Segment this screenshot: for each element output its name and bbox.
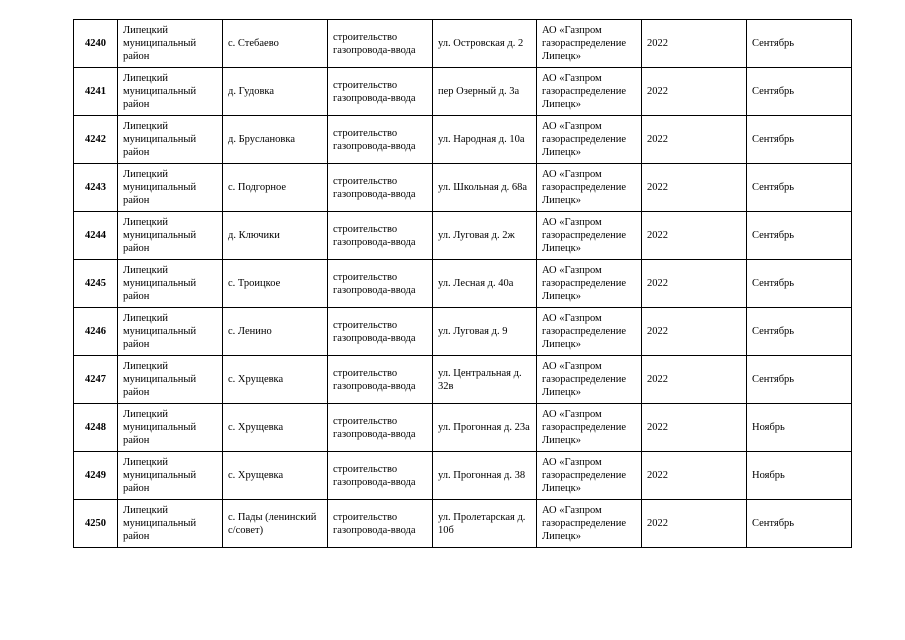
district-cell: Липецкий муниципальный район	[118, 20, 223, 68]
month-cell: Сентябрь	[747, 116, 852, 164]
work-type-cell: строительство газопровода-ввода	[328, 500, 433, 548]
work-type-cell: строительство газопровода-ввода	[328, 116, 433, 164]
settlement-cell: д. Ключики	[223, 212, 328, 260]
table-row	[74, 452, 852, 500]
district-cell: Липецкий муниципальный район	[118, 452, 223, 500]
organization-cell: АО «Газпром газораспределение Липецк»	[537, 404, 642, 452]
work-type-cell: строительство газопровода-ввода	[328, 68, 433, 116]
address-cell: ул. Островская д. 2	[433, 20, 537, 68]
year-cell: 2022	[642, 20, 747, 68]
address-cell: пер Озерный д. 3а	[433, 68, 537, 116]
year-cell: 2022	[642, 404, 747, 452]
district-cell: Липецкий муниципальный район	[118, 356, 223, 404]
district-cell: Липецкий муниципальный район	[118, 404, 223, 452]
organization-cell: АО «Газпром газораспределение Липецк»	[537, 20, 642, 68]
work-type-cell: строительство газопровода-ввода	[328, 404, 433, 452]
district-cell: Липецкий муниципальный район	[118, 68, 223, 116]
row-number: 4245	[74, 260, 118, 308]
row-number: 4250	[74, 500, 118, 548]
work-type-cell: строительство газопровода-ввода	[328, 260, 433, 308]
settlement-cell: с. Пады (ленинский с/совет)	[223, 500, 328, 548]
address-cell: ул. Луговая д. 9	[433, 308, 537, 356]
table-row	[74, 356, 852, 404]
settlement-cell: с. Хрущевка	[223, 452, 328, 500]
organization-cell: АО «Газпром газораспределение Липецк»	[537, 452, 642, 500]
work-type-cell: строительство газопровода-ввода	[328, 212, 433, 260]
work-type-cell: строительство газопровода-ввода	[328, 20, 433, 68]
settlement-cell: с. Ленино	[223, 308, 328, 356]
row-number: 4246	[74, 308, 118, 356]
address-cell: ул. Центральная д. 32в	[433, 356, 537, 404]
address-cell: ул. Народная д. 10а	[433, 116, 537, 164]
row-number: 4247	[74, 356, 118, 404]
year-cell: 2022	[642, 212, 747, 260]
organization-cell: АО «Газпром газораспределение Липецк»	[537, 116, 642, 164]
month-cell: Сентябрь	[747, 164, 852, 212]
organization-cell: АО «Газпром газораспределение Липецк»	[537, 356, 642, 404]
table-body	[74, 20, 852, 548]
table-row	[74, 20, 852, 68]
district-cell: Липецкий муниципальный район	[118, 500, 223, 548]
district-cell: Липецкий муниципальный район	[118, 212, 223, 260]
address-cell: ул. Прогонная д. 23а	[433, 404, 537, 452]
address-cell: ул. Пролетарская д. 10б	[433, 500, 537, 548]
district-cell: Липецкий муниципальный район	[118, 164, 223, 212]
settlement-cell: д. Гудовка	[223, 68, 328, 116]
year-cell: 2022	[642, 356, 747, 404]
month-cell: Сентябрь	[747, 308, 852, 356]
year-cell: 2022	[642, 452, 747, 500]
month-cell: Сентябрь	[747, 260, 852, 308]
row-number: 4242	[74, 116, 118, 164]
table-row	[74, 212, 852, 260]
year-cell: 2022	[642, 116, 747, 164]
district-cell: Липецкий муниципальный район	[118, 260, 223, 308]
work-type-cell: строительство газопровода-ввода	[328, 452, 433, 500]
address-cell: ул. Школьная д. 68а	[433, 164, 537, 212]
table-row	[74, 260, 852, 308]
month-cell: Сентябрь	[747, 20, 852, 68]
settlement-cell: д. Брусланов​ка	[223, 116, 328, 164]
month-cell: Сентябрь	[747, 356, 852, 404]
settlement-cell: с. Стебаево	[223, 20, 328, 68]
organization-cell: АО «Газпром газораспределение Липецк»	[537, 260, 642, 308]
address-cell: ул. Лесная д. 40а	[433, 260, 537, 308]
document-page	[73, 19, 851, 548]
year-cell: 2022	[642, 500, 747, 548]
district-cell: Липецкий муниципальный район	[118, 308, 223, 356]
table-row	[74, 68, 852, 116]
row-number: 4249	[74, 452, 118, 500]
month-cell: Сентябрь	[747, 500, 852, 548]
organization-cell: АО «Газпром газораспределение Липецк»	[537, 164, 642, 212]
settlement-cell: с. Хрущевка	[223, 356, 328, 404]
year-cell: 2022	[642, 68, 747, 116]
row-number: 4244	[74, 212, 118, 260]
month-cell: Сентябрь	[747, 68, 852, 116]
month-cell: Сентябрь	[747, 212, 852, 260]
work-type-cell: строительство газопровода-ввода	[328, 164, 433, 212]
district-cell: Липецкий муниципальный район	[118, 116, 223, 164]
year-cell: 2022	[642, 308, 747, 356]
row-number: 4248	[74, 404, 118, 452]
work-type-cell: строительство газопровода-ввода	[328, 356, 433, 404]
organization-cell: АО «Газпром газораспределение Липецк»	[537, 68, 642, 116]
year-cell: 2022	[642, 164, 747, 212]
table-row	[74, 116, 852, 164]
organization-cell: АО «Газпром газораспределение Липецк»	[537, 500, 642, 548]
year-cell: 2022	[642, 260, 747, 308]
settlement-cell: с. Подгорное	[223, 164, 328, 212]
row-number: 4241	[74, 68, 118, 116]
month-cell: Ноябрь	[747, 404, 852, 452]
table-row	[74, 404, 852, 452]
work-type-cell: строительство газопровода-ввода	[328, 308, 433, 356]
month-cell: Ноябрь	[747, 452, 852, 500]
table-row	[74, 308, 852, 356]
settlement-cell: с. Хрущевка	[223, 404, 328, 452]
table-row	[74, 164, 852, 212]
row-number: 4240	[74, 20, 118, 68]
address-cell: ул. Прогонная д. 38	[433, 452, 537, 500]
address-cell: ул. Луговая д. 2ж	[433, 212, 537, 260]
row-number: 4243	[74, 164, 118, 212]
settlement-cell: с. Троицкое	[223, 260, 328, 308]
organization-cell: АО «Газпром газораспределение Липецк»	[537, 308, 642, 356]
table-row	[74, 500, 852, 548]
gas-connection-table	[73, 19, 852, 548]
organization-cell: АО «Газпром газораспределение Липецк»	[537, 212, 642, 260]
